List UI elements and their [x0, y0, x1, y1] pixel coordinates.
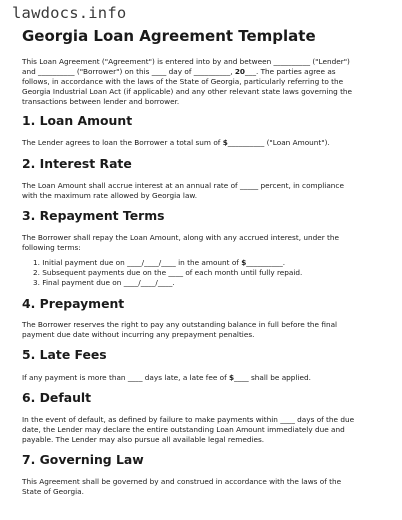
document-title: Georgia Loan Agreement Template — [22, 27, 316, 45]
section-heading-prepayment: 4. Prepayment — [22, 296, 125, 311]
repayment-list — [22, 258, 384, 288]
intro-line: transactions between lender and borrower. — [22, 97, 180, 106]
section-heading-loan-amount: 1. Loan Amount — [22, 113, 133, 128]
section-body-loan-amount: The Lender agrees to loan the Borrower a total sum of $__________ ("Loan Amount"). — [22, 138, 330, 147]
intro-paragraph — [22, 57, 384, 107]
intro-line: follows, in accordance with the laws of the State of Georgia, particularly referring to the — [22, 77, 344, 86]
intro-line: and __________ ("Borrower") on this ____ day of __________, 20___. The parties agree as — [22, 67, 336, 76]
section-heading-default: 6. Default — [22, 390, 92, 405]
section-body-prepayment: The Borrower reserves the right to pay any outstanding balance in full before the final payment due date without incurring any prepayment penalties. — [22, 320, 338, 339]
list-item: 2. Subsequent payments due on the ____ of each month until fully repaid. — [33, 268, 303, 277]
watermark-logo: lawdocs.info — [12, 4, 127, 22]
list-item: 3. Final payment due on ____/____/____. — [33, 278, 175, 287]
intro-line: Georgia Industrial Loan Act (if applicable) and any other relevant state laws governing the — [22, 87, 353, 96]
section-heading-repayment-terms: 3. Repayment Terms — [22, 208, 165, 223]
section-heading-interest-rate: 2. Interest Rate — [22, 156, 132, 171]
section-heading-late-fees: 5. Late Fees — [22, 347, 107, 362]
section-body-default: In the event of default, as defined by failure to make payments within ____ days of the due date, the Lender may declare the entire outstanding Loan Amount immediately due and payable. The Lender may also pursue all available legal remedies. — [22, 415, 355, 444]
section-body-repayment-terms: The Borrower shall repay the Loan Amount, along with any accrued interest, under the following terms: — [22, 233, 340, 252]
section-heading-governing-law: 7. Governing Law — [22, 452, 144, 467]
section-body-late-fees: If any payment is more than ____ days late, a late fee of $____ shall be applied. — [22, 373, 311, 382]
section-body-governing-law: This Agreement shall be governed by and construed in accordance with the laws of the State of Georgia. — [22, 477, 342, 496]
intro-line: This Loan Agreement ("Agreement") is entered into by and between __________ ("Lender") — [22, 57, 350, 66]
section-body-interest-rate: The Loan Amount shall accrue interest at an annual rate of _____ percent, in compliance with the maximum rate allowed by Georgia law. — [22, 181, 344, 200]
list-item: 1. Initial payment due on ____/____/____ in the amount of $__________. — [33, 258, 286, 267]
